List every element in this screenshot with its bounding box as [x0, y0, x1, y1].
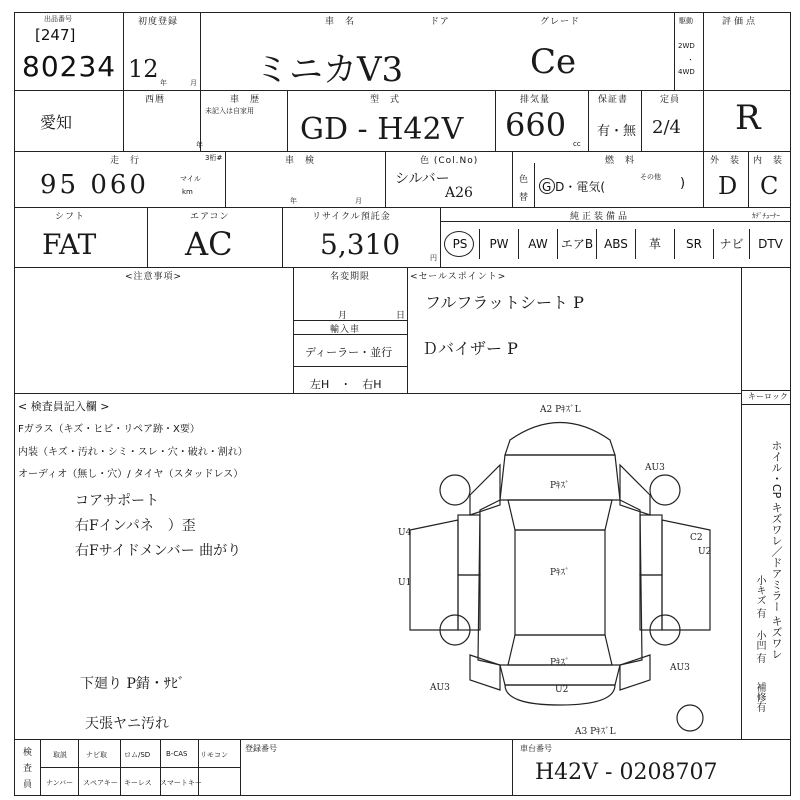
keylock-label: キーロック [748, 392, 788, 401]
title-day: 日 [396, 311, 406, 321]
month-unit: 月 [190, 79, 197, 87]
first-reg-label: 初度登録 [138, 17, 179, 27]
fuel-label: 燃 料 [605, 156, 636, 166]
option-dtv: DTV [749, 229, 791, 259]
divider [703, 90, 704, 151]
sales-point-1: フルフラットシート P [425, 293, 584, 312]
capacity: 2/4 [652, 117, 681, 138]
fuel-close: ) [680, 176, 686, 191]
color: シルバー [395, 171, 450, 187]
divider [293, 267, 294, 393]
recycle: 5,310 [320, 228, 401, 261]
divider [287, 90, 288, 151]
footer-item-navi: ナビ取 [86, 751, 107, 759]
exterior: D [718, 172, 738, 200]
svg-text:U2: U2 [555, 685, 569, 695]
option-pw: PW [479, 229, 518, 259]
divider [200, 12, 201, 90]
inspector-note5: 天張ヤニ汚れ [85, 716, 169, 732]
divider [588, 90, 589, 151]
handle-side: 左H ・ 右H [310, 378, 382, 391]
history-year: 年 [196, 141, 203, 149]
footer-check-3: 員 [23, 780, 33, 790]
divider [123, 12, 124, 90]
inspection-label: 車 検 [285, 156, 316, 166]
option-abs: ABS [596, 229, 635, 259]
displacement-label: 排気量 [520, 95, 551, 105]
sales-label: <セールスポイント> [410, 272, 507, 282]
svg-text:AU3: AU3 [670, 663, 690, 673]
divider [534, 163, 535, 207]
keylock-scratch: 小キズ 有 [754, 575, 765, 619]
exterior-label: 外 装 [710, 156, 741, 166]
capacity-label: 定員 [660, 95, 681, 105]
divider [14, 739, 791, 740]
divider [512, 151, 513, 207]
lot-number: 80234 [22, 50, 117, 83]
footer-item-bcas: B-CAS [166, 750, 188, 758]
divider [385, 151, 386, 207]
option-aw: AW [518, 229, 557, 259]
svg-text:A2 PｷｽﾞL: A2 PｷｽﾞL [540, 405, 581, 415]
grade: Ce [530, 42, 577, 82]
color-change-2: 替 [519, 193, 529, 203]
divider [198, 739, 199, 796]
divider [512, 739, 513, 796]
inspector-line2: 内装（キズ・汚れ・シミ・スレ・穴・破れ・割れ） [18, 447, 248, 458]
inspection-month: 月 [355, 197, 362, 205]
divider [14, 207, 791, 208]
divider [120, 739, 121, 796]
divider [123, 90, 124, 151]
inspector-note4: 下廻り P錆・ｻﾋﾞ [80, 676, 185, 692]
inspection-year: 年 [290, 197, 297, 205]
year-unit: 年 [160, 79, 167, 87]
divider [641, 90, 642, 151]
divider [40, 767, 240, 768]
title-change-label: 名変期限 [330, 272, 371, 282]
drive-4wd: 4WD [678, 68, 695, 76]
footer-check-2: 査 [23, 764, 33, 774]
car-name: ミニカV3 [255, 50, 404, 90]
yen-unit: 円 [430, 254, 437, 262]
door-label: ドア [430, 17, 450, 27]
import-label: 輸入車 [330, 325, 361, 335]
km-unit: km [182, 188, 193, 196]
model: GD - H42V [300, 112, 464, 147]
svg-text:A3 PｷｽﾞL: A3 PｷｽﾞL [575, 727, 616, 737]
car-name-label: 車 名 [325, 17, 356, 27]
divider [14, 267, 791, 268]
mile-unit: マイル [180, 175, 201, 183]
car-damage-diagram [400, 400, 740, 738]
option-ps: PS [440, 229, 479, 259]
ac-label: エアコン [190, 212, 230, 222]
ac: AC [185, 225, 233, 263]
inspector-line1: Fガラス（キズ・ヒビ・リペア跡・X要） [18, 424, 200, 435]
keylock-repair: 補修有 [754, 682, 765, 712]
eval-label: 評価点 [722, 17, 759, 27]
drive-dot: ・ [687, 56, 694, 64]
chassis-label: 車台番号 [520, 744, 552, 753]
color-label: 色 (Col.No) [420, 156, 479, 166]
warranty: 有・無 [597, 124, 637, 139]
fuel-other: その他 [640, 173, 661, 181]
area-label: 西暦 [145, 95, 166, 105]
displacement: 660 [505, 106, 567, 144]
options-label: 純正装備品 [570, 212, 631, 222]
cc-unit: cc [573, 140, 581, 148]
svg-text:Pｷｽﾞ: Pｷｽﾞ [550, 658, 570, 668]
interior: C [760, 172, 779, 200]
divider [14, 151, 791, 152]
divider [225, 151, 226, 207]
divider [703, 151, 704, 207]
dealer-parallel: ディーラー・並行 [305, 346, 393, 359]
shift: FAT [42, 228, 97, 261]
divider [703, 12, 704, 90]
svg-text:U4: U4 [398, 528, 412, 538]
rating: R [735, 98, 761, 138]
footer-item-smart-key: スマートキー [160, 779, 202, 787]
divider [160, 739, 161, 796]
divider [14, 393, 741, 394]
lane-number: [247] [35, 26, 76, 44]
svg-text:Pｷｽﾞ: Pｷｽﾞ [550, 568, 570, 578]
sales-point-2: Ｄバイザー P [422, 339, 518, 358]
drive-2wd: 2WD [678, 42, 695, 50]
divider [147, 207, 148, 267]
model-label: 型 式 [370, 95, 401, 105]
mileage: 95 060 [40, 170, 149, 200]
option-airbag: エアB [557, 229, 596, 259]
divider [78, 739, 79, 796]
footer-check-1: 検 [23, 748, 33, 758]
recycle-label: リサイクル預託金 [312, 212, 391, 222]
divider [674, 12, 675, 90]
footer-item-rom: ロム/SD [124, 751, 151, 759]
divider [293, 366, 407, 367]
option-navi: ナビ [713, 229, 749, 259]
inspector-note1: コアサポート [75, 493, 159, 509]
divider [293, 320, 407, 321]
interior-label: 内 装 [753, 156, 784, 166]
inspector-title: < 検査員記入欄 > [18, 400, 110, 413]
color-code: A26 [445, 185, 473, 201]
svg-text:AU3: AU3 [645, 463, 665, 473]
footer-item-keyless: キーレス [124, 779, 152, 787]
area: 愛知 [40, 113, 73, 132]
tuner-label: ｶﾃﾞﾁｭｰﾅｰ [752, 212, 780, 220]
divider [748, 151, 749, 207]
option-ps-circle [444, 231, 474, 257]
history-label: 車 歴 [230, 95, 261, 105]
svg-text:Pｷｽﾞ: Pｷｽﾞ [550, 481, 570, 491]
reg-number-label: 登録番号 [245, 744, 277, 753]
footer-item-plate: ナンバー [46, 779, 74, 787]
divider [240, 739, 241, 796]
mileage-label: 走 行 [110, 156, 141, 166]
svg-text:U2: U2 [698, 547, 712, 557]
chassis-number: H42V - 0208707 [535, 760, 718, 785]
title-month: 月 [338, 311, 348, 321]
warranty-label: 保証書 [598, 95, 629, 105]
color-change-1: 色 [519, 175, 529, 185]
grade-label: グレード [540, 17, 581, 27]
svg-text:AU3: AU3 [430, 683, 450, 693]
caution-label: <注意事項> [125, 272, 183, 282]
shift-label: シフト [55, 212, 86, 222]
keylock-vertical-text: ホイル・CP キズワレ／ドアミラー キズワレ [770, 440, 783, 660]
inspector-note2: 右Fインパネ ）歪 [75, 518, 196, 534]
divider [741, 404, 791, 405]
divider [282, 207, 283, 267]
footer-item-spare-key: スペアキー [83, 779, 118, 787]
option-leather: 革 [635, 229, 674, 259]
divider [495, 90, 496, 151]
inspector-line3: オーディオ（無し・穴）/ タイヤ（スタッドレス） [18, 469, 244, 480]
inspector-note3: 右Fサイドメンバー 曲がり [75, 543, 242, 559]
footer-item-manual: 取説 [53, 751, 67, 759]
mileage-sub: 3桁# [205, 154, 223, 162]
svg-text:U1: U1 [398, 578, 412, 588]
drive-label: 駆動 [679, 17, 693, 25]
reg-year: 12 [128, 55, 159, 83]
fuel: G D・電気( [542, 180, 606, 194]
divider [407, 267, 408, 393]
keylock-dent: 小凹 有 [754, 630, 765, 664]
option-sr: SR [674, 229, 713, 259]
divider [741, 267, 742, 739]
footer-item-remote: リモコン [200, 751, 228, 759]
history-note: 未記入は自家用 [205, 107, 254, 115]
lot-prefix-label: 出品番号 [44, 15, 72, 23]
svg-text:C2: C2 [690, 533, 703, 543]
